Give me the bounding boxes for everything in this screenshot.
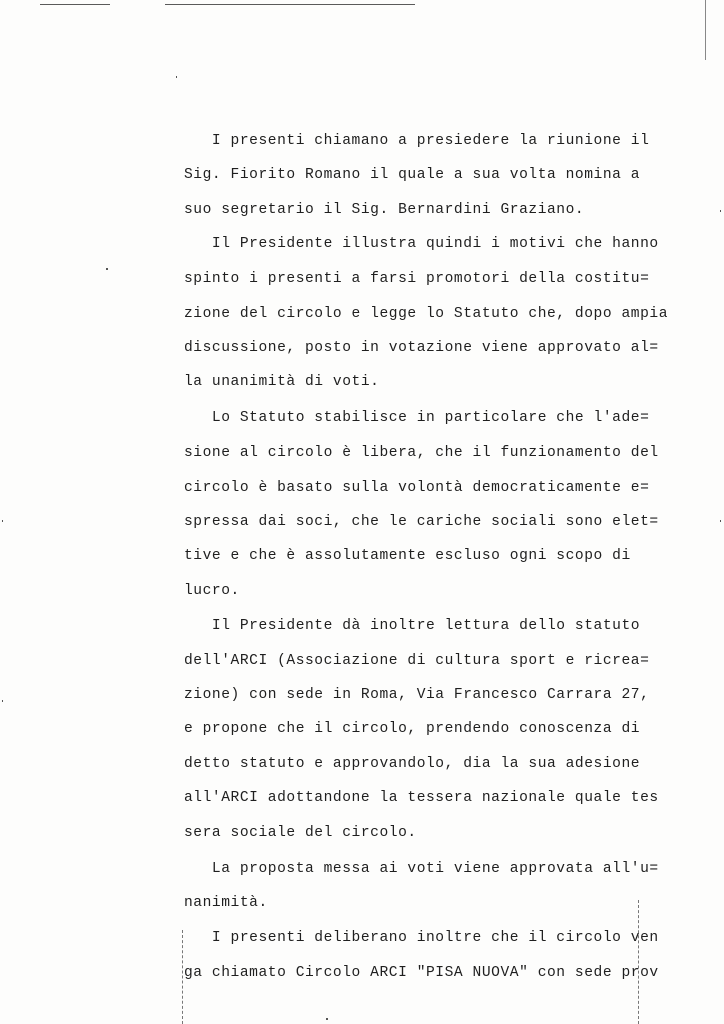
text-line-13: tive e che è assolutamente escluso ogni scopo di	[184, 548, 631, 564]
scan-edge-line	[705, 0, 706, 60]
text-line-10: sione al circolo è libera, che il funzionamento del	[184, 445, 659, 461]
scan-speck	[326, 1018, 328, 1020]
text-line-24: I presenti deliberano inoltre che il circolo ven	[184, 930, 659, 946]
scan-edge-line	[165, 4, 415, 5]
text-line-14: lucro.	[184, 583, 240, 599]
scan-margin-dash	[638, 900, 640, 1024]
text-line-16: dell'ARCI (Associazione di cultura sport e ricrea=	[184, 653, 650, 669]
text-line-17: zione) con sede in Roma, Via Francesco Carrara 27,	[184, 687, 650, 703]
text-line-21: sera sociale del circolo.	[184, 825, 417, 841]
text-line-18: e propone che il circolo, prendendo conoscenza di	[184, 721, 641, 737]
scan-edge-line	[40, 4, 110, 5]
text-line-3: suo segretario il Sig. Bernardini Graziano.	[184, 202, 585, 218]
text-line-5: spinto i presenti a farsi promotori della costitu=	[184, 271, 650, 287]
text-line-15: Il Presidente dà inoltre lettura dello statuto	[184, 618, 641, 634]
text-line-11: circolo è basato sulla volontà democraticamente e=	[184, 480, 650, 496]
text-line-22: La proposta messa ai voti viene approvata all'u=	[184, 861, 659, 877]
scan-speck	[720, 210, 721, 212]
text-line-4: Il Presidente illustra quindi i motivi che hanno	[184, 236, 659, 252]
text-line-9: Lo Statuto stabilisce in particolare che l'ade=	[184, 410, 650, 426]
text-line-8: la unanimità di voti.	[184, 374, 380, 390]
text-line-23: nanimità.	[184, 895, 268, 911]
scan-speck	[2, 700, 3, 702]
scan-speck	[720, 520, 721, 522]
text-line-1: I presenti chiamano a presiedere la riunione il	[184, 133, 650, 149]
text-line-25: ga chiamato Circolo ARCI "PISA NUOVA" con sede prov	[184, 965, 659, 981]
scan-speck	[106, 268, 108, 270]
text-line-12: spressa dai soci, che le cariche sociali sono elet=	[184, 514, 659, 530]
text-line-6: zione del circolo e legge lo Statuto che, dopo ampia	[184, 306, 668, 322]
scan-speck	[2, 520, 3, 522]
text-line-7: discussione, posto in votazione viene approvato al=	[184, 340, 659, 356]
scan-speck	[176, 76, 177, 78]
text-line-20: all'ARCI adottandone la tessera nazionale quale tes	[184, 790, 659, 806]
text-line-2: Sig. Fiorito Romano il quale a sua volta nomina a	[184, 167, 641, 183]
text-line-19: detto statuto e approvandolo, dia la sua adesione	[184, 756, 641, 772]
